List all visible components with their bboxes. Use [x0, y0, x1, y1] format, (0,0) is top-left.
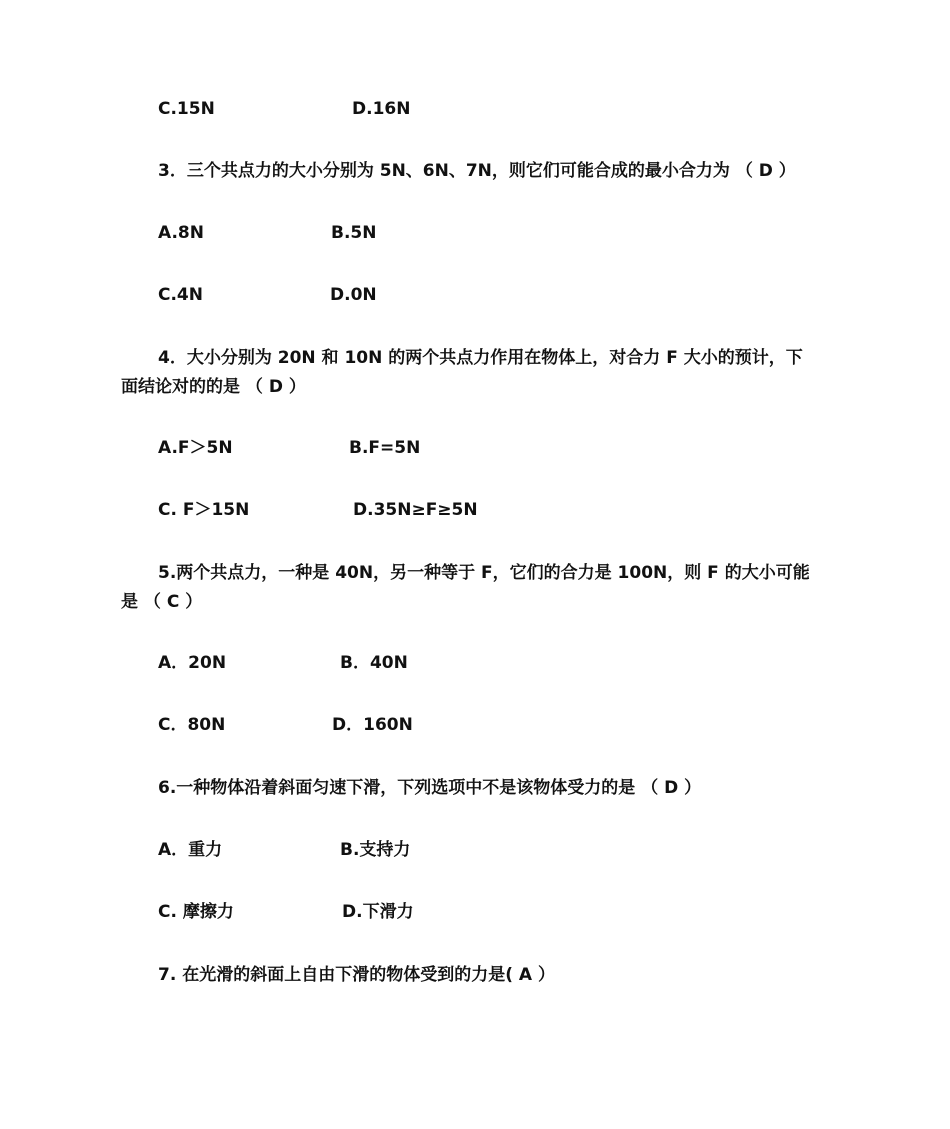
q5-option-b: B．40N: [340, 653, 408, 673]
q4-stem-line2: 面结论对的的是 （ D ）: [121, 377, 306, 397]
q4-stem-line1: 4．大小分别为 20N 和 10N 的两个共点力作用在物体上，对合力 F 大小的预计，下: [158, 348, 803, 368]
q6-option-d: D.下滑力: [342, 902, 414, 922]
q6-option-b: B.支持力: [340, 840, 411, 860]
q6-option-c: C. 摩擦力: [158, 902, 234, 922]
q5-option-d: D．160N: [332, 715, 413, 735]
q4-option-a: A.F＞5N: [158, 438, 233, 458]
q6-option-a: A．重力: [158, 840, 223, 860]
q3-option-b: B.5N: [331, 223, 377, 243]
q5-option-c: C．80N: [158, 715, 226, 735]
q7-stem: 7. 在光滑的斜面上自由下滑的物体受到的力是( A ）: [158, 965, 555, 985]
q6-stem: 6.一种物体沿着斜面匀速下滑，下列选项中不是该物体受力的是 （ D ）: [158, 778, 702, 798]
q2-option-d: D.16N: [352, 99, 411, 119]
q3-option-c: C.4N: [158, 285, 203, 305]
q4-option-b: B.F=5N: [349, 438, 421, 458]
q5-stem-line1: 5.两个共点力，一种是 40N，另一种等于 F，它们的合力是 100N，则 F 的大小可能: [158, 563, 810, 583]
q3-option-a: A.8N: [158, 223, 204, 243]
q5-option-a: A．20N: [158, 653, 227, 673]
q4-option-d: D.35N≥F≥5N: [353, 500, 478, 520]
q3-option-d: D.0N: [330, 285, 377, 305]
q2-option-c: C.15N: [158, 99, 215, 119]
q4-option-c: C. F＞15N: [158, 500, 250, 520]
q5-stem-line2: 是 （ C ）: [121, 592, 203, 612]
q3-stem: 3．三个共点力的大小分别为 5N、6N、7N，则它们可能合成的最小合力为 （ D ）: [158, 161, 796, 181]
